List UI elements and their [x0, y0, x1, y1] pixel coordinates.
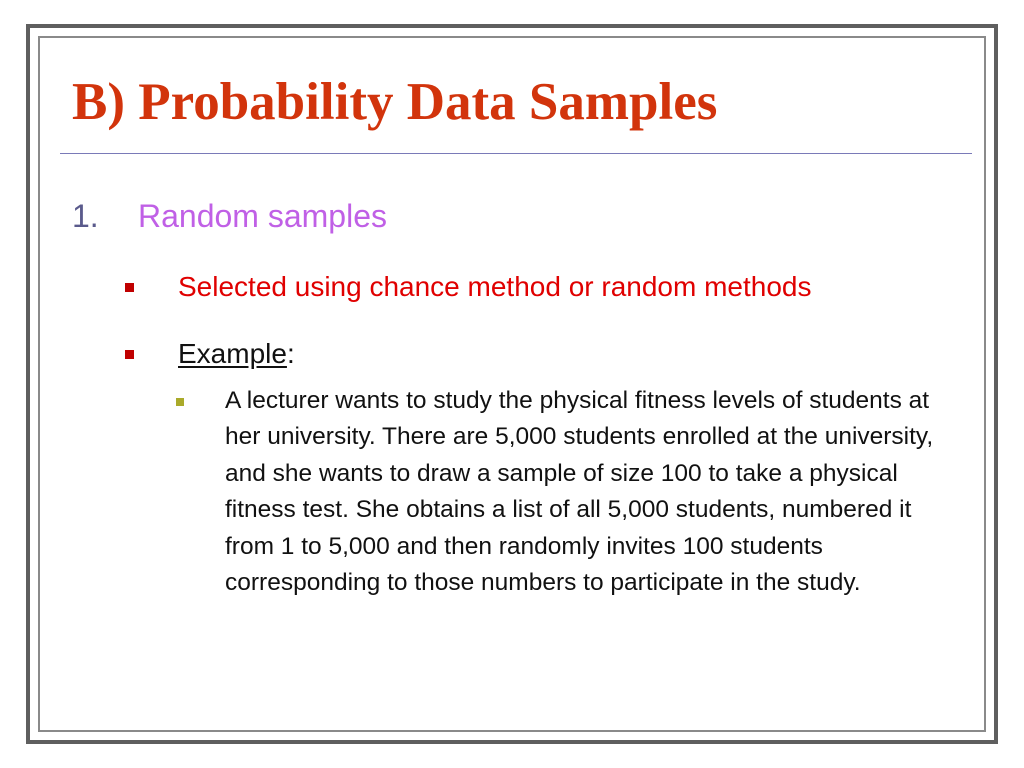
slide-title: B) Probability Data Samples — [72, 73, 718, 131]
example-paragraph: A lecturer wants to study the physical fitness levels of students at her university. There are 5,000 students enrolled at the university, and she wants to draw a sample of size 100 to take a physical fitness test. She obtains a list of all 5,000 students, numbered it from 1 to 5,000 and then randomly invites 100 students corresponding to those numbers to participate in the study. — [225, 387, 934, 597]
section-number: 1. — [72, 198, 99, 234]
square-bullet-icon — [125, 350, 134, 359]
example-label: Example — [178, 338, 287, 369]
example-colon: : — [286, 338, 295, 369]
bullet-example — [178, 337, 295, 371]
square-bullet-icon — [125, 283, 134, 292]
bullet-text-selected: Selected using chance method or random methods — [178, 271, 812, 302]
square-sub-bullet-icon — [176, 398, 184, 406]
section-heading — [72, 196, 387, 236]
title-divider — [60, 153, 972, 154]
section-heading-text: Random samples — [138, 198, 387, 234]
